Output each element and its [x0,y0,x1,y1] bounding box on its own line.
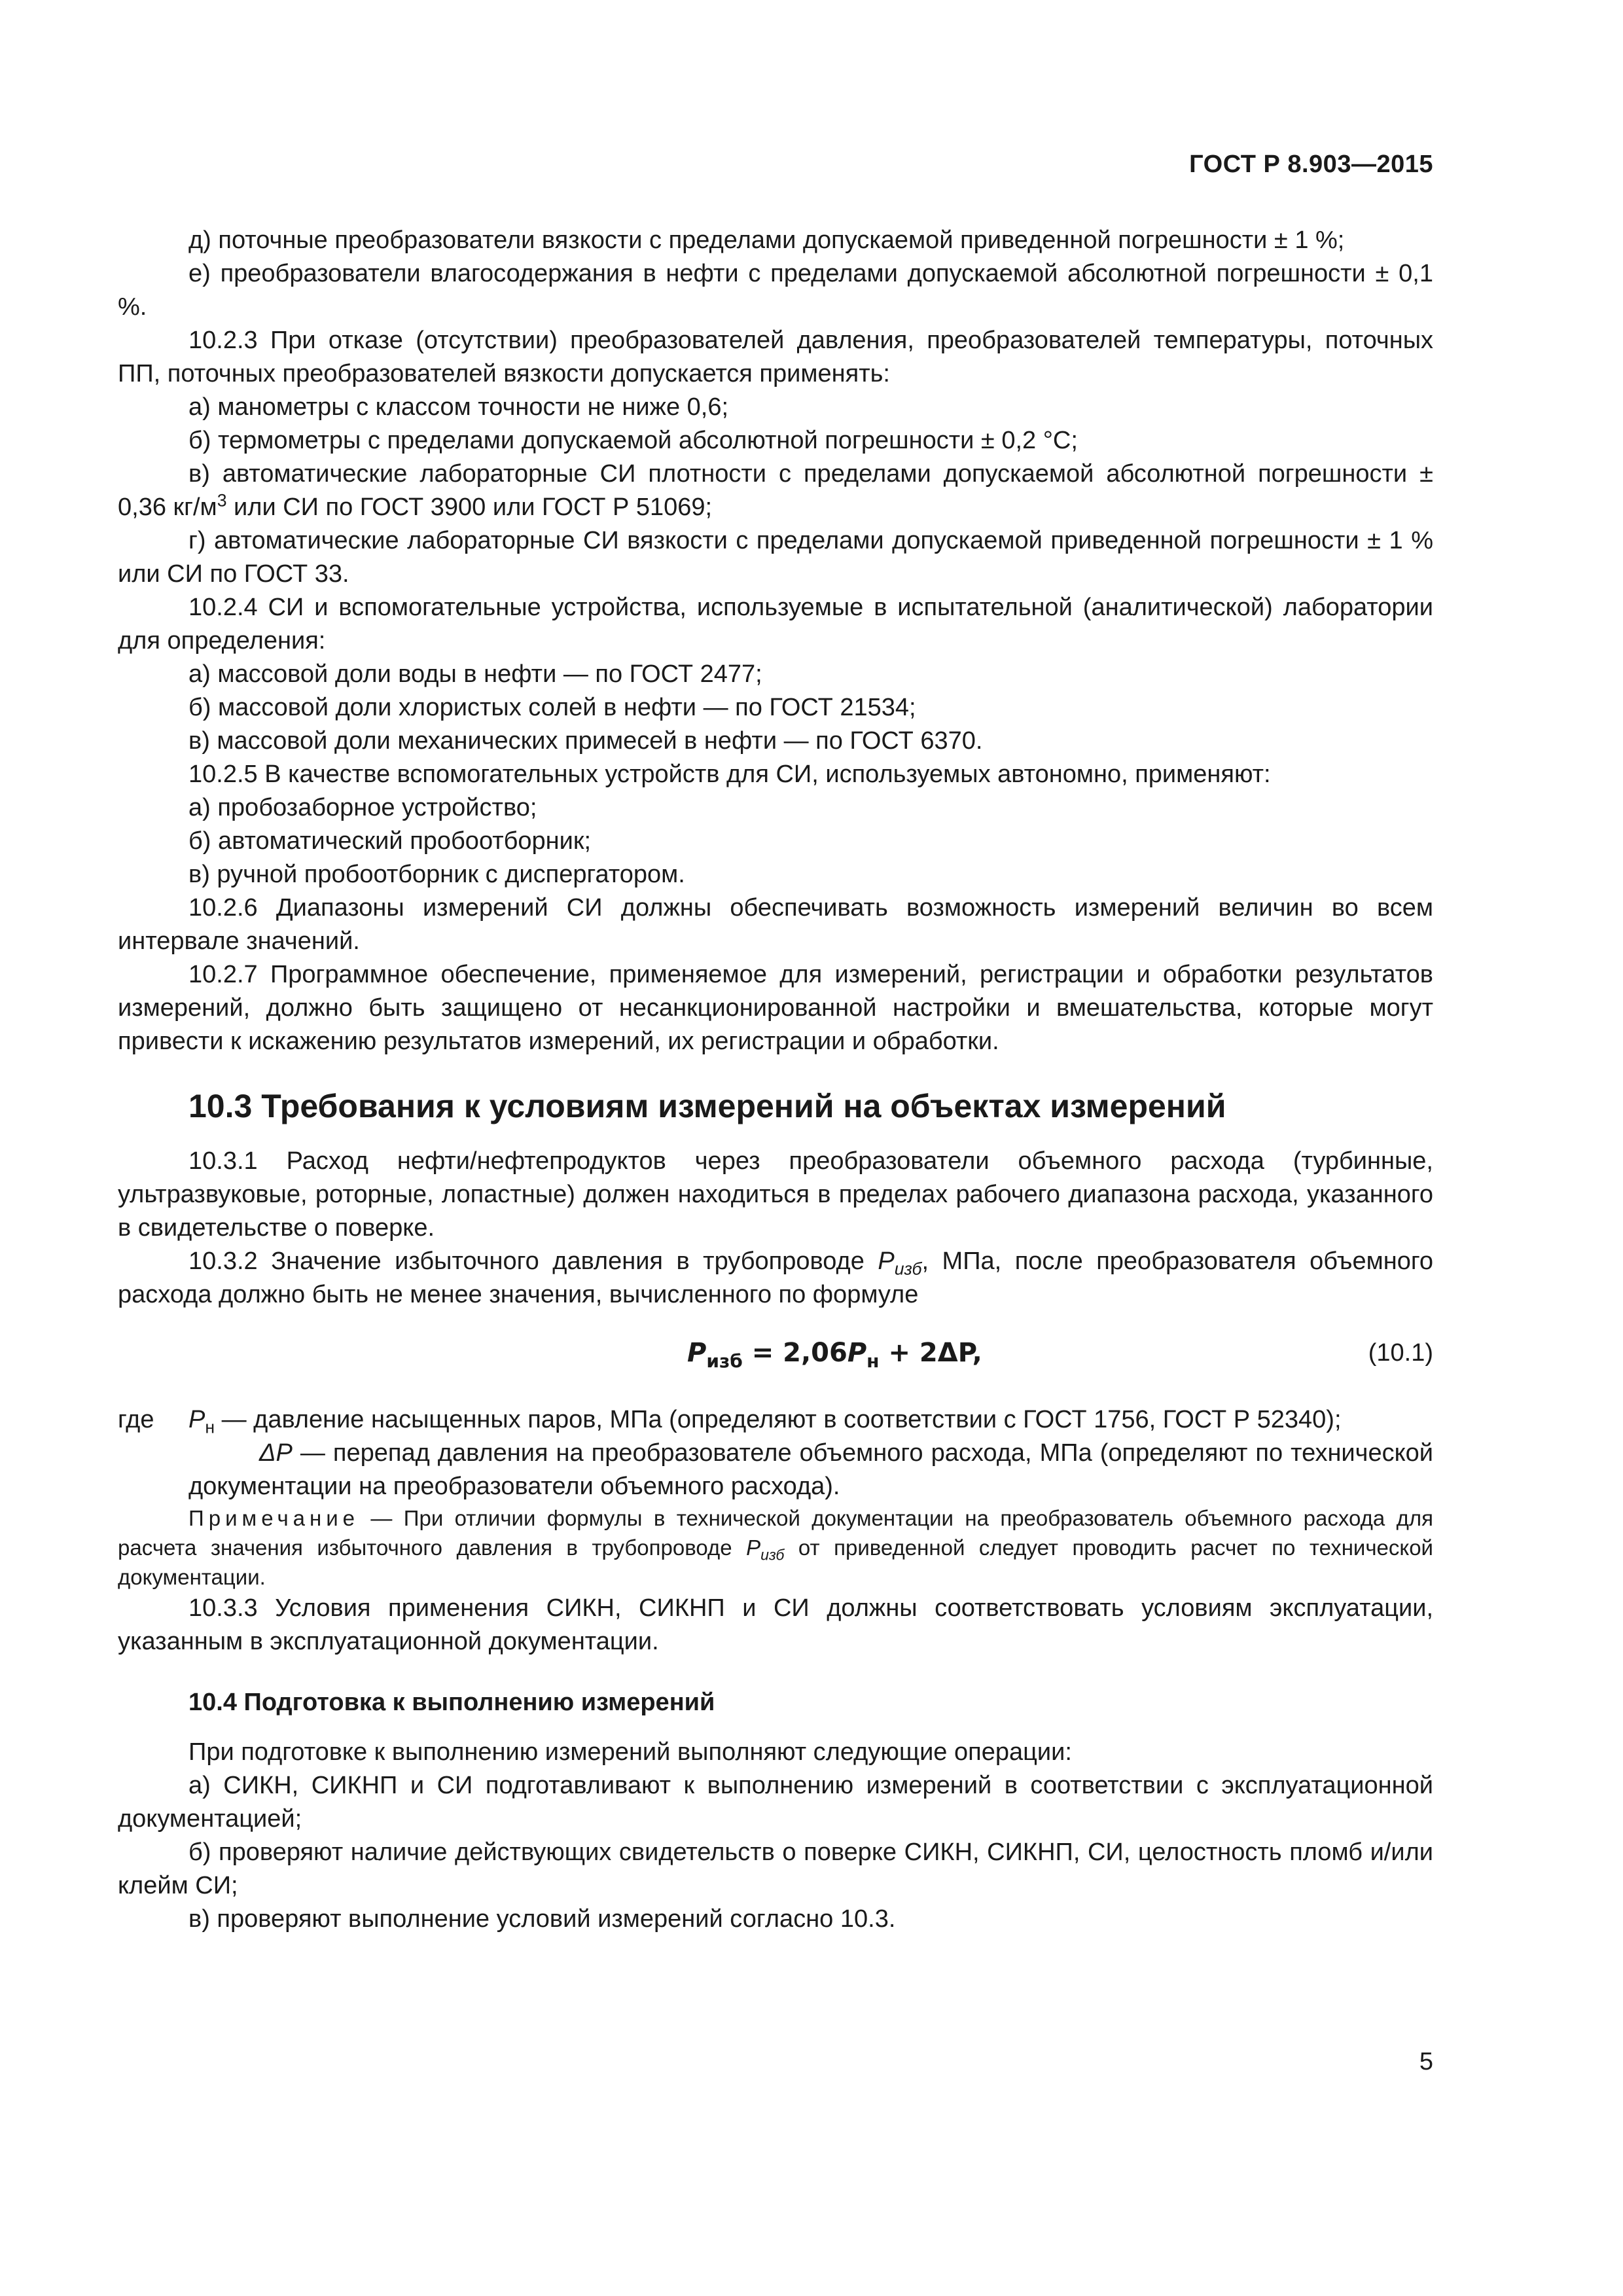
where-item-2 [118,1437,1433,1503]
note-subscript: изб [760,1546,785,1564]
formula-lhs: P [687,1338,707,1368]
paragraph-pressure [118,1245,1433,1312]
paragraph: б) автоматический пробоотборник; [188,827,592,855]
paragraph: 10.2.7 Программное обеспечение, применяемое для измерений, регистрации и обработки результатов измерений, должно быть защищено от несанкционированной настройки и вмешательства, которые могут привести к искажению результатов измерений, их регистрации и обработки. [118,961,1433,1055]
section-heading-10-3: 10.3 Требования к условиям измерений на объектах измерений [188,1088,1226,1124]
pressure-text: 10.3.2 Значение избыточного давления в трубопроводе [188,1247,878,1275]
page-number: 5 [1419,2048,1433,2075]
paragraph-density [118,457,1433,524]
formula-eq: = 2,06 [742,1338,847,1368]
where-symbol-2: ΔP [259,1439,293,1467]
paragraph: 10.2.5 В качестве вспомогательных устройств для СИ, используемых автономно, применяют: [188,761,1271,788]
pressure-text-end: , МПа, после преобразователя объемного расхода должно быть не менее значения, вычисленного по формуле [118,1247,1433,1308]
where-text [188,1403,1433,1437]
note [118,1503,1433,1592]
paragraph: д) поточные преобразователи вязкости с пределами допускаемой приведенной погрешности ± 1 %; [188,226,1345,254]
density-text: в) автоматические лабораторные СИ плотности с пределами допускаемой абсолютной погрешности ± 0,36 кг/м [118,460,1433,521]
formula-10-1 [118,1321,1433,1389]
paragraph: б) проверяют наличие действующих свидетельств о поверке СИКН, СИКНП, СИ, целостность пломб и/или клейм СИ; [118,1839,1433,1899]
paragraph: 10.2.4 СИ и вспомогательные устройства, используемые в испытательной (аналитической) лаборатории для определения: [118,594,1433,655]
section-heading-10-4: 10.4 Подготовка к выполнению измерений [188,1689,715,1716]
paragraph: б) массовой доли хлористых солей в нефти — по ГОСТ 21534; [188,694,916,721]
where-description-2: — перепад давления на преобразователе объемного расхода, МПа (определяют по технической документации на преобразователи объемного расхода). [188,1439,1433,1500]
paragraph: в) ручной пробоотборник с диспергатором. [188,861,685,888]
document-body [118,224,1433,1936]
paragraph: в) проверяют выполнение условий измерений согласно 10.3. [188,1905,896,1933]
formula-lhs-sub: изб [706,1350,743,1372]
where-item [118,1403,1433,1437]
symbol-subscript: изб [894,1259,922,1279]
paragraph: а) массовой доли воды в нефти — по ГОСТ 2477; [188,660,762,688]
note-symbol: P [746,1535,761,1560]
paragraph: При подготовке к выполнению измерений выполняют следующие операции: [188,1738,1072,1766]
note-text-end: от приведенной следует проводить расчет по технической документации. [118,1535,1433,1589]
paragraph: 10.2.6 Диапазоны измерений СИ должны обеспечивать возможность измерений величин во всем интервале значений. [118,894,1433,955]
document-header: ГОСТ Р 8.903—2015 [1189,151,1433,178]
formula-tail: + 2ΔP, [879,1338,982,1368]
paragraph: 10.3.1 Расход нефти/нефтепродуктов через преобразователи объемного расхода (турбинные, ультразвуковые, роторные, лопастные) должен находиться в пределах рабочего диапазона расхода, указанного в свидетельстве о поверке. [118,1147,1433,1242]
where-label: где [118,1406,154,1433]
paragraph: б) термометры с пределами допускаемой абсолютной погрешности ± 0,2 °С; [188,427,1078,454]
density-text-end: или СИ по ГОСТ 3900 или ГОСТ Р 51069; [226,493,713,521]
formula-expression [687,1336,982,1370]
paragraph: е) преобразователи влагосодержания в нефти с пределами допускаемой абсолютной погрешности ± 0,1 %. [118,260,1433,321]
note-label: Примечание [188,1506,360,1530]
paragraph: 10.3.3 Условия применения СИКН, СИКНП и СИ должны соответствовать условиям эксплуатации, указанным в эксплуатационной документации. [118,1594,1433,1655]
paragraph: а) СИКН, СИКНП и СИ подготавливают к выполнению измерений в соответствии с эксплуатационной документацией; [118,1772,1433,1833]
density-exponent: 3 [217,490,227,511]
note-text: — При отличии формулы в технической документации на преобразователь объемного расхода для расчета значения избыточного давления в трубопроводе [118,1506,1433,1560]
formula-number: (10.1) [1368,1339,1433,1367]
paragraph: 10.2.3 При отказе (отсутствии) преобразователей давления, преобразователей температуры, поточных ПП, поточных преобразователей вязкости допускается применять: [118,327,1433,387]
where-subscript: н [205,1417,215,1437]
symbol-p: P [878,1247,895,1275]
paragraph: в) массовой доли механических примесей в нефти — по ГОСТ 6370. [188,727,983,755]
paragraph: а) пробозаборное устройство; [188,794,537,821]
paragraph: а) манометры с классом точности не ниже 0,6; [188,393,729,421]
where-description: — давление насыщенных паров, МПа (определяют в соответствии с ГОСТ 1756, ГОСТ Р 52340); [215,1406,1342,1433]
formula-rhs: P [847,1338,867,1368]
formula-rhs-sub: н [866,1350,880,1372]
where-symbol: P [188,1406,205,1433]
paragraph: г) автоматические лабораторные СИ вязкости с пределами допускаемой приведенной погрешности ± 1 % или СИ по ГОСТ 33. [118,527,1433,588]
